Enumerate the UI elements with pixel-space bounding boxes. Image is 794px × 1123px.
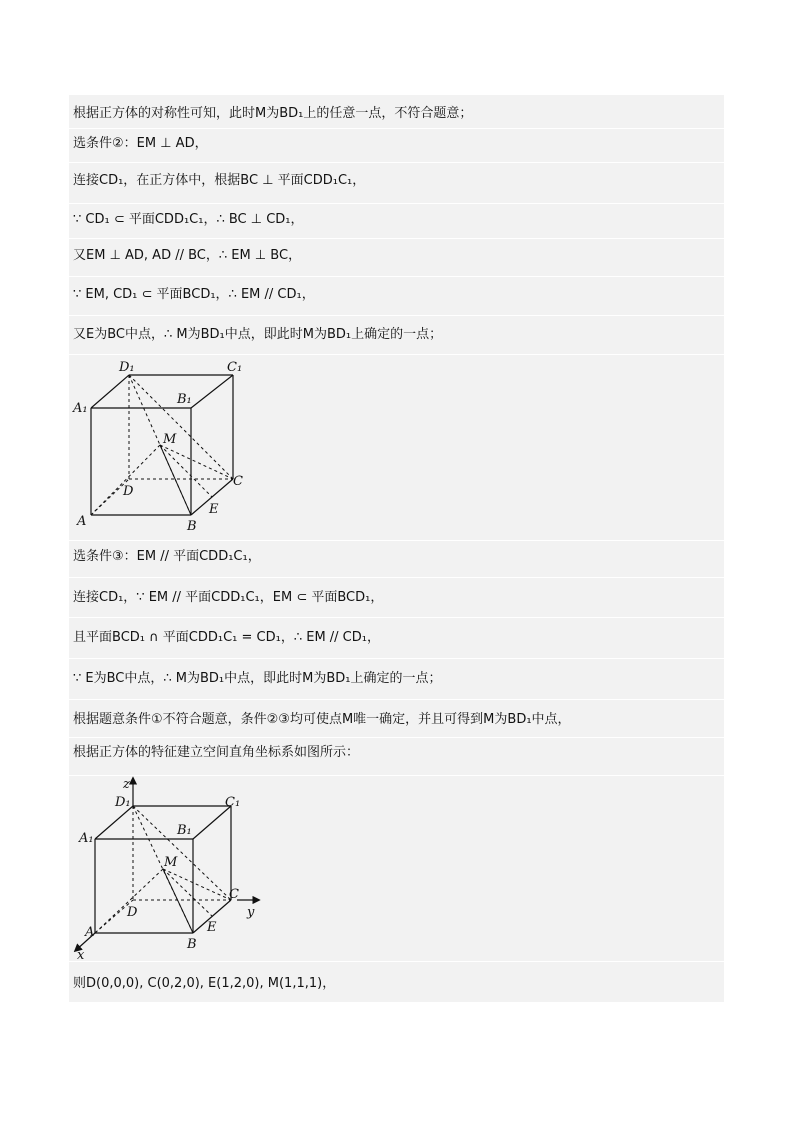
cube-diagram-2 <box>69 776 724 961</box>
label-B: B <box>187 937 197 952</box>
text-line-5: 又EM ⊥ AD, AD // BC，∴ EM ⊥ BC， <box>69 239 724 276</box>
label-A1: A₁ <box>79 831 94 846</box>
text-line-8: 选条件③：EM // 平面CDD₁C₁， <box>69 541 724 577</box>
label-D1: D₁ <box>119 360 135 375</box>
text-line-4: ∵ CD₁ ⊂ 平面CDD₁C₁，∴ BC ⊥ CD₁， <box>69 204 724 238</box>
label-y: y <box>247 905 255 920</box>
label-C: C <box>229 887 239 902</box>
text-line-9: 连接CD₁，∵ EM // 平面CDD₁C₁，EM ⊂ 平面BCD₁， <box>69 578 724 617</box>
label-A: A <box>77 514 87 529</box>
label-A: A <box>85 925 95 940</box>
text-line-10: 且平面BCD₁ ∩ 平面CDD₁C₁ = CD₁，∴ EM // CD₁， <box>69 618 724 658</box>
label-C1: C₁ <box>227 360 243 375</box>
text-line-2: 选条件②：EM ⊥ AD， <box>69 129 724 162</box>
label-E: E <box>209 502 219 517</box>
label-x: x <box>77 948 85 961</box>
label-B1: B₁ <box>177 392 192 407</box>
label-M: M <box>163 432 177 447</box>
text-line-14: 则D(0,0,0), C(0,2,0), E(1,2,0), M(1,1,1)， <box>69 962 724 1002</box>
label-C1: C₁ <box>225 795 241 810</box>
text-line-3: 连接CD₁，在正方体中，根据BC ⊥ 平面CDD₁C₁， <box>69 163 724 203</box>
text-line-7: 又E为BC中点，∴ M为BD₁中点，即此时M为BD₁上确定的一点； <box>69 316 724 354</box>
label-B: B <box>187 519 197 534</box>
text-line-1: 根据正方体的对称性可知，此时M为BD₁上的任意一点，不符合题意； <box>69 95 724 128</box>
label-C: C <box>233 474 243 489</box>
label-M: M <box>164 855 178 870</box>
label-D1: D₁ <box>115 795 131 810</box>
solution-content <box>69 95 724 1003</box>
label-D: D <box>123 484 134 499</box>
label-z: z <box>123 777 130 792</box>
label-D: D <box>127 905 138 920</box>
label-B1: B₁ <box>177 823 192 838</box>
text-line-13: 根据正方体的特征建立空间直角坐标系如图所示： <box>69 738 724 775</box>
text-line-6: ∵ EM, CD₁ ⊂ 平面BCD₁，∴ EM // CD₁， <box>69 277 724 315</box>
text-line-11: ∵ E为BC中点，∴ M为BD₁中点，即此时M为BD₁上确定的一点； <box>69 659 724 699</box>
label-E: E <box>207 920 217 935</box>
cube-figure-1 <box>69 355 724 540</box>
text-line-12: 根据题意条件①不符合题意，条件②③均可使点M唯一确定，并且可得到M为BD₁中点， <box>69 700 724 737</box>
label-A1: A₁ <box>73 401 88 416</box>
cube-figure-2 <box>69 776 724 961</box>
cube-diagram-1 <box>69 355 724 540</box>
